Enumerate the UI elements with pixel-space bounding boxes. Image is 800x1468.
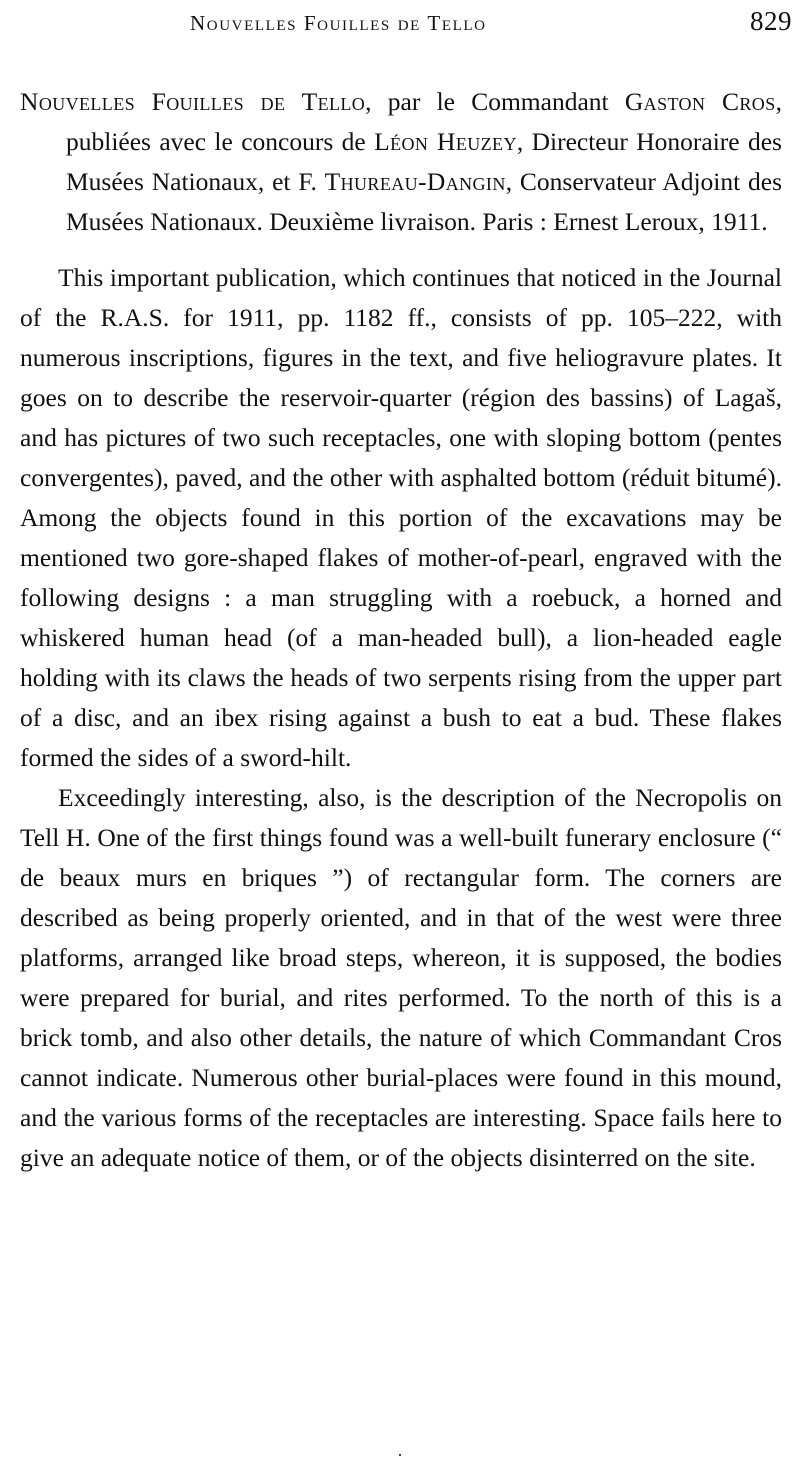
citation-text-4: , Conservateur Adjoint des Musées Nationaux. Deuxième livraison. Paris : Ernest Leroux, 1911.	[66, 167, 782, 236]
citation-author: Gaston Cros	[624, 87, 776, 116]
paragraph-1: This important publication, which continues that noticed in the Journal of the R.A.S. for 1911, pp. 1182 ff., consists of pp. 105–222, with numerous inscriptions, figures in the text, and five heliogravure plates. It goes on to describe the reservoir-quarter (région des bassins) of Lagaš, and has pictures of two such receptacles, one with sloping bottom (pentes convergentes), paved, and the other with asphalted bottom (réduit bitumé). Among the objects found in this portion of the excavations may be mentioned two gore-shaped flakes of mother-of-pearl, engraved with the following designs : a man struggling with a roebuck, a horned and whiskered human head (of a man-headed bull), a lion-headed eagle holding with its claws the heads of two serpents rising from the upper part of a disc, and an ibex rising against a bush to eat a bud. These flakes formed the sides of a sword-hilt.	[20, 263, 782, 772]
citation-editor-2: Thureau-Dangin	[324, 167, 506, 196]
citation-block	[20, 82, 782, 242]
citation-text-3: , Directeur Honoraire des Musées Nationaux, et F.	[66, 127, 782, 196]
running-title: Nouvelles Fouilles de Tello	[190, 11, 487, 35]
citation-title: Nouvelles Fouilles de Tello	[20, 87, 366, 116]
citation-text-2: , publiées avec le concours de	[66, 87, 782, 156]
body-column	[20, 82, 782, 1178]
paragraph-2: Exceedingly interesting, also, is the description of the Necropolis on Tell H. One of the first things found was a well-built funerary enclosure (“ de beaux murs en briques ”) of rectangular form. The corners are described as being properly oriented, and in that of the west were three platforms, arranged like broad steps, whereon, it is supposed, the bodies were prepared for burial, and rites performed. To the north of this is a brick tomb, and also other details, the nature of which Commandant Cros cannot indicate. Numerous other burial-places were found in this mound, and the various forms of the receptacles are interesting. Space fails here to give an adequate notice of them, or of the objects disinterred on the site.	[20, 783, 782, 1172]
citation-text-1: , par le Commandant	[365, 87, 625, 116]
citation-editor-1: Léon Heuzey	[374, 127, 517, 156]
signature-mark: ·	[397, 1445, 403, 1465]
running-head	[0, 6, 800, 40]
page-number: 829	[750, 6, 792, 36]
